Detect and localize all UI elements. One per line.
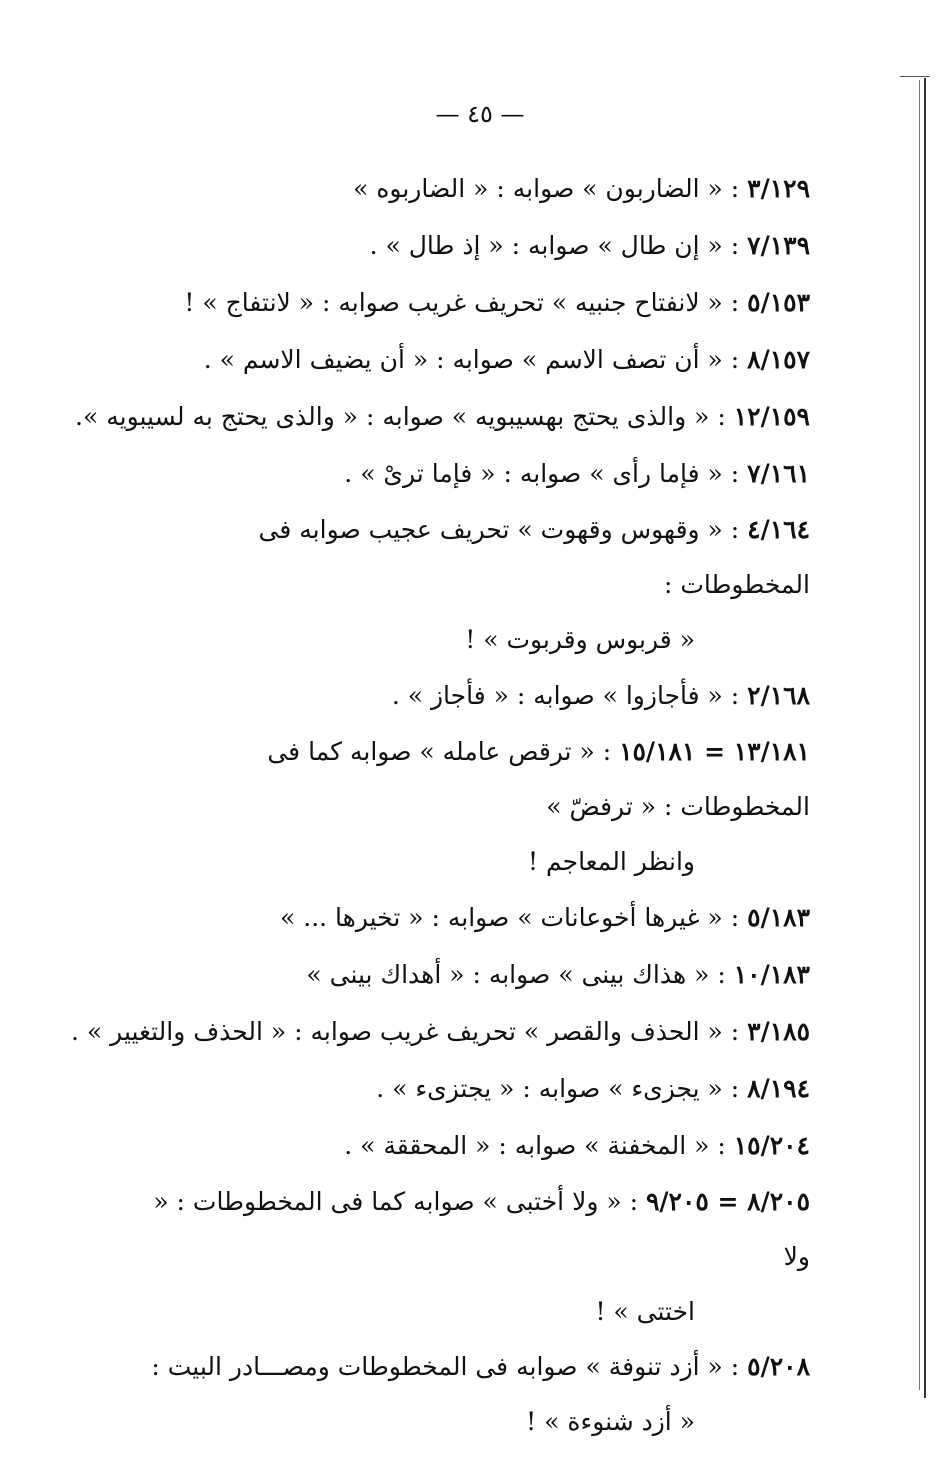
errata-entry [75,388,810,445]
errata-entry [150,889,810,946]
entry-reference: ١٥/٢٠٤ [733,1131,810,1160]
entry-text: : « إن طال » صوابه : « إذ طال » . [369,231,748,260]
entry-reference: ٥/١٨٣ [747,903,810,932]
entry-text: : « لانفتاح جنبيه » تحريف غريب صوابه : « لانتفاج » ! [184,288,748,317]
entry-reference: ٨/١٥٧ [747,345,810,374]
errata-entry [71,1003,810,1060]
entry-text: : « غيرها أخوعانات » صوابه : « تخيرها ... » [280,903,748,932]
entry-reference: ١٣/١٨١ = ١٥/١٨١ [619,737,810,766]
entry-reference: ١٢/١٥٩ [733,402,810,431]
errata-entry [150,502,810,667]
entry-text: : « الحذف والقصر » تحريف غريب صوابه : « الحذف والتغيير » . [71,1017,748,1046]
entry-continuation: « أزد شنوءة » ! [526,1407,695,1436]
entry-text: : « ولا أختبى » صوابه كما فى المخطوطات : « ولا [153,1187,810,1271]
binding-edge-rule-inner [919,80,920,1390]
errata-entry [150,1339,810,1449]
margin-tick [900,76,930,77]
errata-entry [150,946,810,1003]
errata-entry [150,667,810,724]
entry-reference: ٣/١٢٩ [747,174,810,203]
entry-continuation: وانظر المعاجم ! [527,847,695,876]
errata-entry [150,160,810,217]
entry-reference: ٧/١٣٩ [747,231,810,260]
errata-entry [150,1174,810,1339]
entry-reference: ١٠/١٨٣ [733,960,810,989]
entry-reference: ٣/١٨٥ [747,1017,810,1046]
errata-entry [150,217,810,274]
entry-continuation: اختتى » ! [595,1297,695,1326]
entry-text: : « فإما رأى » صوابه : « فإما ترىْ » . [344,459,748,488]
entry-text: : « أن تصف الاسم » صوابه : « أن يضيف الاسم » . [203,345,748,374]
entry-text: : « المخفنة » صوابه : « المحققة » . [344,1131,734,1160]
errata-entry [150,274,810,331]
errata-entry [150,1117,810,1174]
entry-text: : « يجزىء » صوابه : « يجتزىء » . [376,1074,748,1103]
entry-reference: ٧/١٦١ [747,459,810,488]
entry-reference: ٤/١٦٤ [747,515,810,544]
entry-reference: ٥/١٥٣ [747,288,810,317]
binding-edge-rule [924,78,926,1398]
entry-text: : « هذاك بينى » صوابه : « أهداك بينى » [306,960,734,989]
entry-reference: ٨/٢٠٥ = ٩/٢٠٥ [645,1187,810,1216]
entry-reference: ٥/٢٠٨ [747,1352,810,1381]
entry-text: : « أزد تنوفة » صوابه فى المخطوطات ومصـــادر البيت : [151,1352,748,1381]
errata-entry [150,1060,810,1117]
entry-continuation: « قربوس وقربوت » ! [465,625,695,654]
entry-text: : « فأجازوا » صوابه : « فأجاز » . [391,681,748,710]
errata-entry [150,724,810,889]
entry-reference: ٢/١٦٨ [747,681,810,710]
entry-text: : « الضاربون » صوابه : « الضاربوه » [353,174,748,203]
entry-reference: ٨/١٩٤ [747,1074,810,1103]
errata-entry [150,445,810,502]
errata-list [71,160,810,1449]
entry-text: : « والذى يحتج بهسيبويه » صوابه : « والذى يحتج به لسيبويه ». [75,402,734,431]
entry-text: : « ترقص عامله » صوابه كما فى المخطوطات : « ترفضّ » [267,737,810,821]
page-number: — ٤٥ — [435,100,525,128]
errata-entry [150,331,810,388]
entry-text: : « وقهوس وقهوت » تحريف عجيب صوابه فى المخطوطات : [258,515,810,599]
